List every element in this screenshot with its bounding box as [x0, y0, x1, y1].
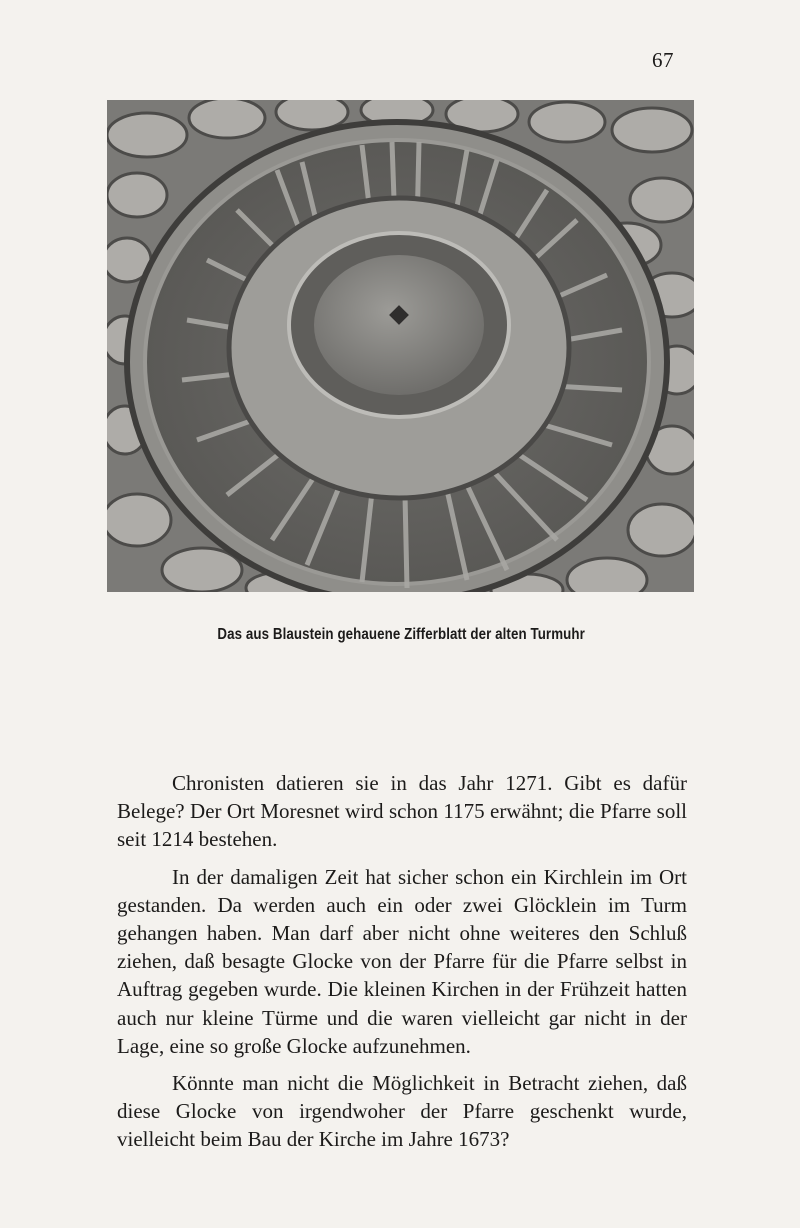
body-text	[117, 769, 687, 1163]
figure-caption: Das aus Blaustein gehauene Zifferblatt der alten Turmuhr	[217, 626, 585, 643]
paragraph: Könnte man nicht die Möglichkeit in Betracht ziehen, daß diese Glocke von irgendwoher der Pfarre geschenkt wurde, vielleicht beim Bau der Kirche im Jahre 1673?	[117, 1071, 687, 1152]
paragraph: Chronisten datieren sie in das Jahr 1271. Gibt es dafür Belege? Der Ort Moresnet wird schon 1175 erwähnt; die Pfarre soll seit 1214 bestehen.	[117, 771, 687, 852]
clock-face-photo	[107, 100, 694, 592]
paragraph: In der damaligen Zeit hat sicher schon ein Kirchlein im Ort gestanden. Da werden auch ein oder zwei Glöcklein im Turm gehangen haben. Man darf aber nicht ohne weiteres den Schluß ziehen, daß besagte Glocke von der Pfarre für die Pfarre selbst in Auftrag gegeben wurde. Die kleinen Kirchen in der Frühzeit hatten auch nur kleine Türme und die waren vielleicht gar nicht in der Lage, eine so große Glocke aufzunehmen.	[117, 864, 687, 1058]
page-number: 67	[652, 48, 674, 72]
